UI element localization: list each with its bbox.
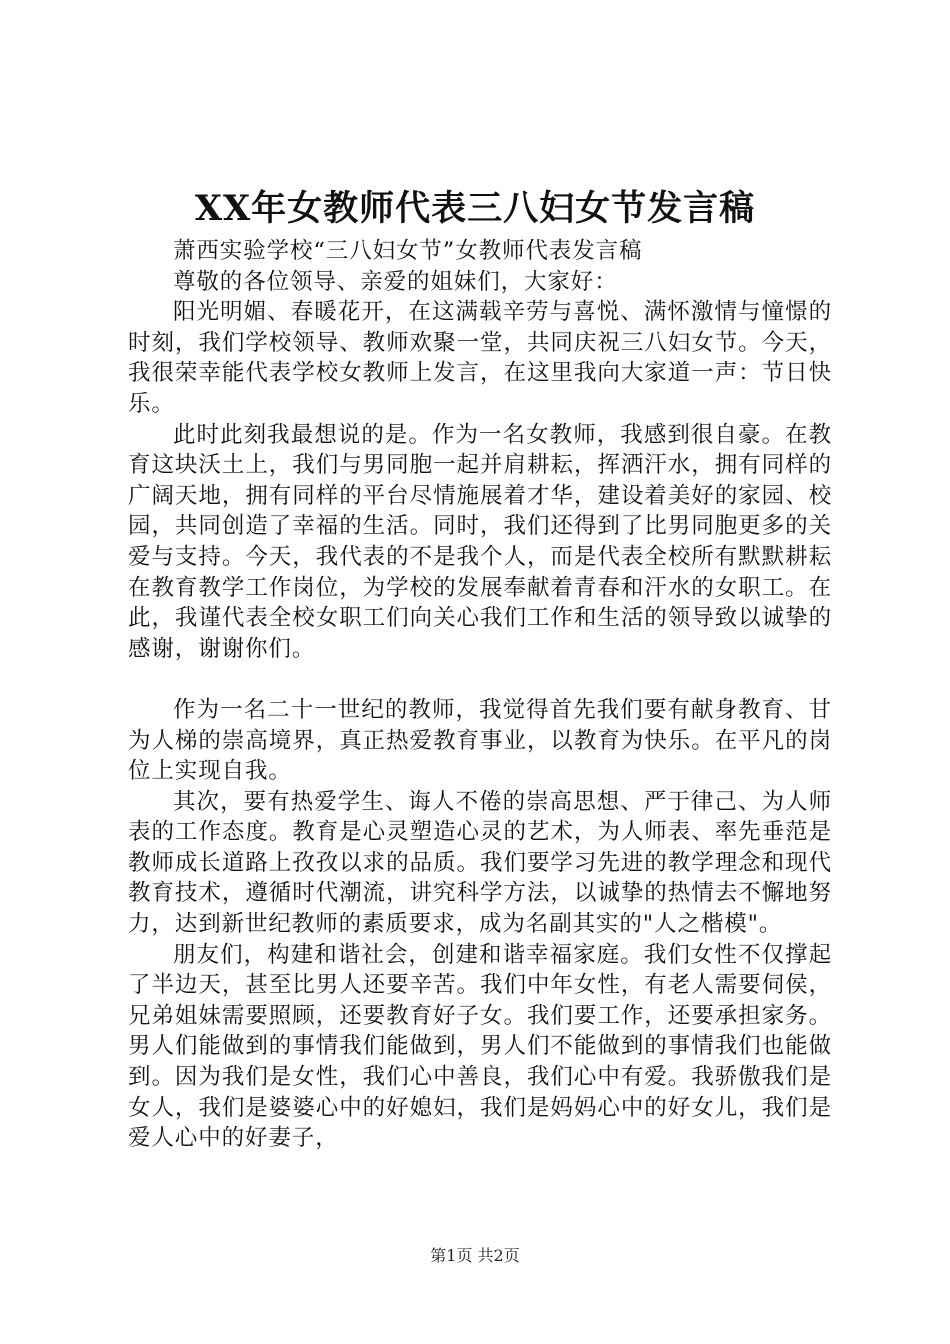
paragraph-greeting: 尊敬的各位领导、亲爱的姐妹们，大家好： <box>173 268 618 295</box>
paragraph-harmony: 朋友们，构建和谐社会，创建和谐幸福家庭。我们女性不仅撑起了半边天，甚至比男人还要辛苦。我们中年女性，有老人需要伺侯，兄弟姐妹需要照顾，还要教育好子女。我们要工作，还要承担家务。男人们能做到的事情我们能做到，男人们不能做到的事情我们也能做到。因为我们是女性，我们心中善良，我们心中有爱。我骄傲我们是女人，我们是婆婆心中的好媳妇，我们是妈妈心中的好女儿，我们是爱人心中的好妻子， <box>128 941 832 1152</box>
page-number: 第1页 共2页 <box>430 1246 520 1265</box>
document-body <box>128 236 832 1154</box>
paragraph-attitude: 其次，要有热爱学生、诲人不倦的崇高思想、严于律己、为人师表的工作态度。教育是心灵塑造心灵的艺术，为人师表、率先垂范是教师成长道路上孜孜以求的品质。我们要学习先进的教学理念和现代教育技术，遵循时代潮流，讲究科学方法，以诚挚的热情去不懈地努力，达到新世纪教师的素质要求，成为名副其实的"人之楷模"。 <box>128 788 832 938</box>
paragraph-dedication: 作为一名二十一世纪的教师，我觉得首先我们要有献身教育、甘为人梯的崇高境界，真正热爱教育事业，以教育为快乐。在平凡的岗位上实现自我。 <box>128 696 832 785</box>
document-title: XX年女教师代表三八妇女节发言稿 <box>194 188 756 229</box>
paragraph-subtitle: 萧西实验学校“三八妇女节”女教师代表发言稿 <box>173 238 643 264</box>
paragraph-pride: 此时此刻我最想说的是。作为一名女教师，我感到很自豪。在教育这块沃土上，我们与男同胞一起并肩耕耘，挥洒汗水，拥有同样的广阔天地，拥有同样的平台尽情施展着才华，建设着美好的家园、校园，共同创造了幸福的生活。同时，我们还得到了比男同胞更多的关爱与支持。今天，我代表的不是我个人，而是代表全校所有默默耕耘在教育教学工作岗位，为学校的发展奉献着青春和汗水的女职工。在此，我谨代表全校女职工们向关心我们工作和生活的领导致以诚挚的感谢，谢谢你们。 <box>128 421 832 662</box>
paragraph-opening: 阳光明媚、春暖花开，在这满载辛劳与喜悦、满怀激情与憧憬的时刻，我们学校领导、教师欢聚一堂，共同庆祝三八妇女节。今天，我很荣幸能代表学校女教师上发言，在这里我向大家道一声：节日快乐。 <box>128 299 832 417</box>
